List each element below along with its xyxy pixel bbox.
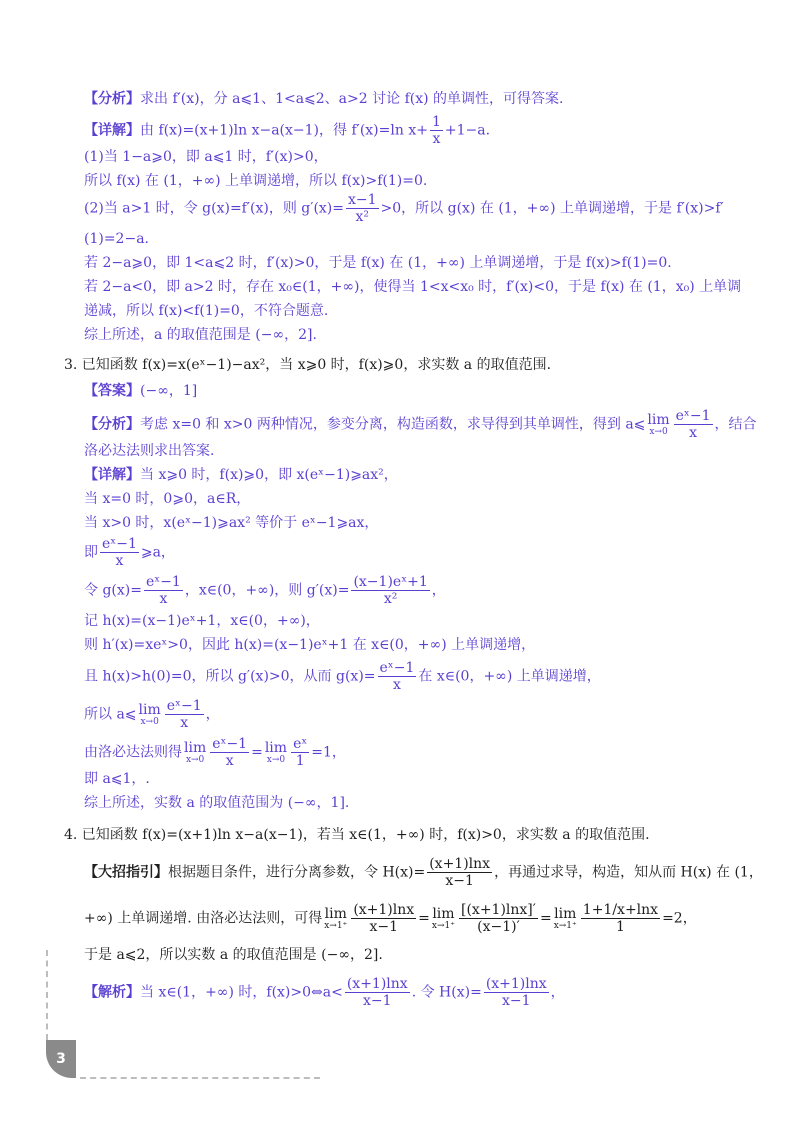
q4-question: 4. 已知函数 f(x)=(x+1)ln x−a(x−1)，若当 x∈(1，+∞) 时，f(x)>0，求实数 a 的取值范围. <box>64 827 650 843</box>
hint-tag: 【大招指引】 <box>84 864 168 881</box>
q4-hint: 【大招指引】根据题目条件，进行分离参数，令 H(x)= $\frac{(x+1)\ln x}{x-1}$ ，再通过求导，构造，知从而 H(x) 在 (1， <box>84 856 763 889</box>
q3-answer: 【答案】(−∞，1] <box>84 383 198 399</box>
detail-tail: +1−a. <box>444 122 491 139</box>
analysis-text: 求出 f′(x)，分 a⩽1、1<a⩽2、a>2 讨论 f(x) 的单调性，可得答案. <box>140 91 564 107</box>
detail-fraction: $\frac{1}{x}$ <box>431 114 441 147</box>
case1-b: 所以 f(x) 在 (1，+∞) 上单调递增，所以 f(x)>f(1)=0. <box>84 173 428 189</box>
section2-summary: 综上所述，a 的取值范围是 (−∞，2]. <box>84 327 317 343</box>
q3-detail-2: 当 x=0 时，0⩾0，a∈R， <box>84 491 251 507</box>
case2-b: (1)=2−a. <box>84 231 149 247</box>
q3-detail-7: 则 h′(x)=xeˣ>0，因此 h(x)=(x−1)eˣ+1 在 x∈(0，+∞) 上单调递增， <box>84 637 536 653</box>
detail-text: 由 f(x)=(x+1)ln x−a(x−1)，得 f′(x)=ln x+ <box>140 122 428 139</box>
q3-question: 3. 已知函数 f(x)=x(eˣ−1)−ax²，当 x⩾0 时，f(x)⩾0，求实数 a 的取值范围. <box>64 357 552 373</box>
q3-detail-5: 令 g(x)= $\frac{\text{eˣ−1}}{x}$ ，x∈(0，+∞)，则 g′(x)= $\frac{\text{(x−1)eˣ+1}}{\text{x²}}$ ， <box>84 574 446 607</box>
limit-operator: lim x→0 <box>647 411 670 437</box>
q3-detail-11: 即 a⩽1，. <box>84 771 150 787</box>
answer-tag: 【答案】 <box>84 383 140 399</box>
q3-analysis-line2: 洛必达法则求出答案. <box>84 443 215 459</box>
case2-d: 若 2−a<0，即 a>2 时，存在 x₀∈(1，+∞)，使得当 1<x<x₀ 时，f′(x)<0，于是 f(x) 在 (1，x₀) 上单调 <box>84 279 742 295</box>
case2-e: 递减，所以 f(x)<f(1)=0，不符合题意. <box>84 303 329 319</box>
q3-detail-3: 当 x>0 时，x(eˣ−1)⩾ax² 等价于 eˣ−1⩾ax， <box>84 515 379 531</box>
q3-detail-6: 记 h(x)=(x−1)eˣ+1，x∈(0，+∞)， <box>84 613 320 629</box>
q3-detail-8: 且 h(x)>h(0)=0，所以 g′(x)>0，从而 g(x)= $\frac{\text{eˣ−1}}{x}$ 在 x∈(0，+∞) 上单调递增， <box>84 660 601 693</box>
q4-solution: 【解析】当 x∈(1，+∞) 时，f(x)>0⇔a< $\frac{(x+1)\ln x}{x-1}$ . 令 H(x)= $\frac{(x+1)\ln x}{x-1}$ ， <box>84 976 565 1009</box>
page-number-tab: 3 <box>46 1040 76 1078</box>
case2-a: (2)当 a>1 时，令 g(x)=f′(x)，则 g′(x)= $\frac{x-1}{\text{x²}}$ >0，所以 g(x) 在 (1，+∞) 上单调递增，于是 f′(x)>f′ <box>84 192 724 225</box>
section2-detail <box>84 114 760 147</box>
q4-hint-line3: 于是 a⩽2，所以实数 a 的取值范围是 (−∞，2]. <box>84 947 383 963</box>
q3-analysis: 【分析】考虑 x=0 和 x>0 两种情况，参变分离，构造函数，求导得到其单调性，得到 a⩽ lim x→0 $\frac{\text{eˣ−1}}{x}$ ，结合 <box>84 408 757 441</box>
solution-tag: 【解析】 <box>84 984 140 1001</box>
q3-detail-1: 【详解】当 x⩾0 时，f(x)⩾0，即 x(eˣ−1)⩾ax²， <box>84 467 398 483</box>
detail-tag: 【详解】 <box>84 122 140 139</box>
q3-detail-10: 由洛必达法则得 lim x→0 $\frac{\text{eˣ−1}}{x}$ = lim x→0 $\frac{\text{eˣ}}{1}$ =1， <box>84 736 346 769</box>
page-margin-dashed-line <box>46 950 48 1040</box>
q3-detail-4: 即 $\frac{\text{eˣ−1}}{x}$ ⩾a， <box>84 536 175 569</box>
case1-a: (1)当 1−a⩾0，即 a⩽1 时，f′(x)>0， <box>84 149 328 165</box>
page-bottom-dashed-line <box>80 1077 320 1079</box>
case2-c: 若 2−a⩾0，即 1<a⩽2 时，f′(x)>0，于是 f(x) 在 (1，+∞) 上单调递增，于是 f(x)>f(1)=0. <box>84 255 672 271</box>
q3-detail-9: 所以 a⩽ lim x→0 $\frac{\text{eˣ−1}}{x}$ ， <box>84 698 220 731</box>
analysis-tag: 【分析】 <box>84 91 140 107</box>
case2-fraction: $\frac{x-1}{\text{x²}}$ <box>348 192 377 225</box>
q4-hint-line2: +∞) 上单调递增. 由洛必达法则，可得 lim x→1⁺ $\frac{(x+1)\ln x}{x-1}$ = lim x→1⁺ $\frac{[(x+1)\ln x]'}{(x-1)'}$ = lim x→1⁺ $\frac{1+1/x+\ln x}{1}$ =2， <box>84 902 697 935</box>
section2-analysis <box>84 88 760 110</box>
q3-summary: 综上所述，实数 a 的取值范围为 (−∞，1]. <box>84 795 350 811</box>
